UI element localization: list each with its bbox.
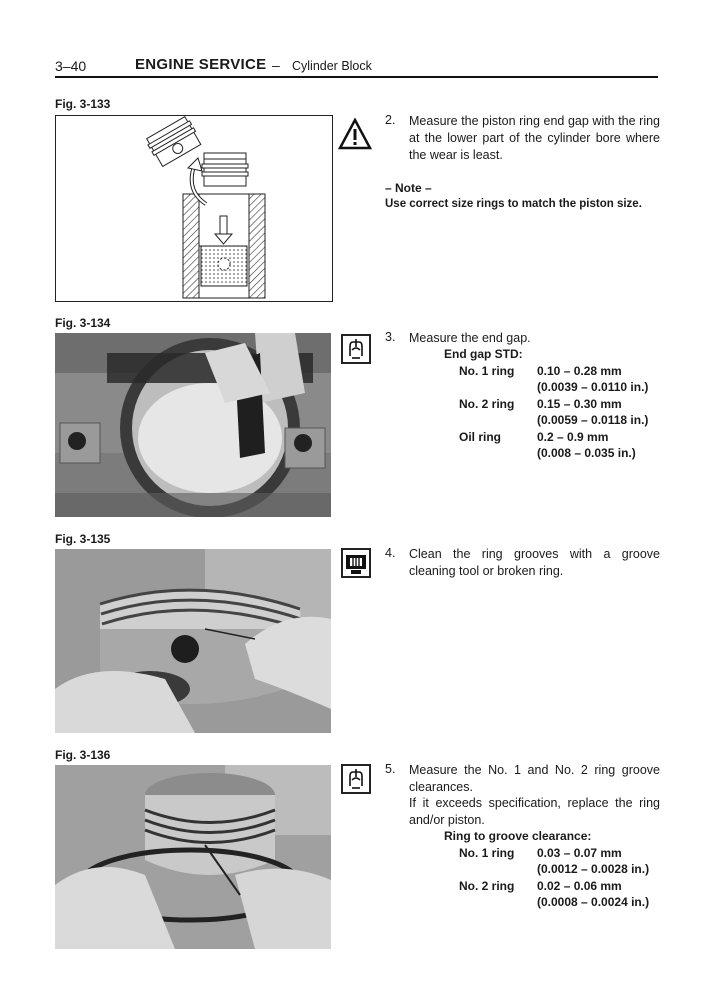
ring-in-bore-photo — [55, 333, 331, 517]
fig-3-133-label: Fig. 3-133 — [55, 97, 111, 111]
spec-value-mm: 0.03 – 0.07 mm — [537, 846, 622, 860]
spec-value-mm: 0.2 – 0.9 mm — [537, 430, 609, 444]
step-5-text-2: If it exceeds specification, replace the ring and/or piston. — [409, 796, 660, 827]
header-rule — [55, 76, 658, 78]
fig-3-135-photo — [55, 549, 331, 733]
measure-icon-2 — [341, 764, 371, 794]
spec-name: No. 1 ring — [459, 364, 515, 378]
groove-clearance-spec-label: Ring to groove clearance: — [444, 829, 592, 843]
step-2-text: Measure the piston ring end gap with the ring at the lower part of the cylinder bore where the wear is least. — [409, 114, 660, 162]
spec-value-in: (0.0008 – 0.0024 in.) — [537, 895, 650, 909]
measure-icon — [341, 334, 371, 364]
spec-value-mm: 0.15 – 0.30 mm — [537, 397, 622, 411]
fig-3-136-photo — [55, 765, 331, 949]
spec-value-in: (0.0039 – 0.0110 in.) — [537, 380, 649, 394]
fig-3-133-diagram — [55, 115, 333, 302]
groove-clearance-photo — [55, 765, 331, 949]
cylinder-ring-diagram — [56, 116, 332, 301]
spec-name: No. 2 ring — [459, 879, 515, 893]
step-5-text: Measure the No. 1 and No. 2 ring groove clearances. — [409, 763, 660, 794]
caution-icon — [338, 118, 372, 155]
title-dash: – — [272, 57, 280, 73]
step-2-number: 2. — [385, 113, 396, 127]
step-3-number: 3. — [385, 330, 396, 344]
spec-name: No. 2 ring — [459, 397, 515, 411]
groove-cleaner-icon — [343, 550, 369, 576]
note-text: Use correct size rings to match the piston size. — [385, 198, 642, 210]
step-3-text: Measure the end gap. — [409, 331, 531, 345]
fig-3-134-label: Fig. 3-134 — [55, 316, 111, 330]
section-title: ENGINE SERVICE — [135, 56, 267, 73]
fig-3-135-label: Fig. 3-135 — [55, 532, 111, 546]
feeler-gauge-hand-icon — [343, 336, 369, 362]
warning-triangle-icon — [338, 118, 372, 150]
fig-3-134-photo — [55, 333, 331, 517]
clean-icon — [341, 548, 371, 578]
step-5-number: 5. — [385, 762, 396, 776]
spec-value-mm: 0.02 – 0.06 mm — [537, 879, 622, 893]
spec-name: No. 1 ring — [459, 846, 515, 860]
spec-value-in: (0.0012 – 0.0028 in.) — [537, 862, 650, 876]
spec-value-in: (0.0059 – 0.0118 in.) — [537, 413, 649, 427]
subsection-title: Cylinder Block — [292, 59, 372, 73]
fig-3-136-label: Fig. 3-136 — [55, 748, 111, 762]
spec-value-in: (0.008 – 0.035 in.) — [537, 446, 636, 460]
note-heading: – Note – — [385, 181, 432, 195]
step-4-number: 4. — [385, 546, 396, 560]
spec-name: Oil ring — [459, 430, 501, 444]
spec-value-mm: 0.10 – 0.28 mm — [537, 364, 622, 378]
groove-cleaning-photo — [55, 549, 331, 733]
feeler-gauge-hand-icon — [343, 766, 369, 792]
step-4-text: Clean the ring grooves with a groove cleaning tool or broken ring. — [409, 547, 660, 578]
end-gap-spec-label: End gap STD: — [444, 347, 523, 361]
page-number: 3–40 — [55, 58, 87, 74]
